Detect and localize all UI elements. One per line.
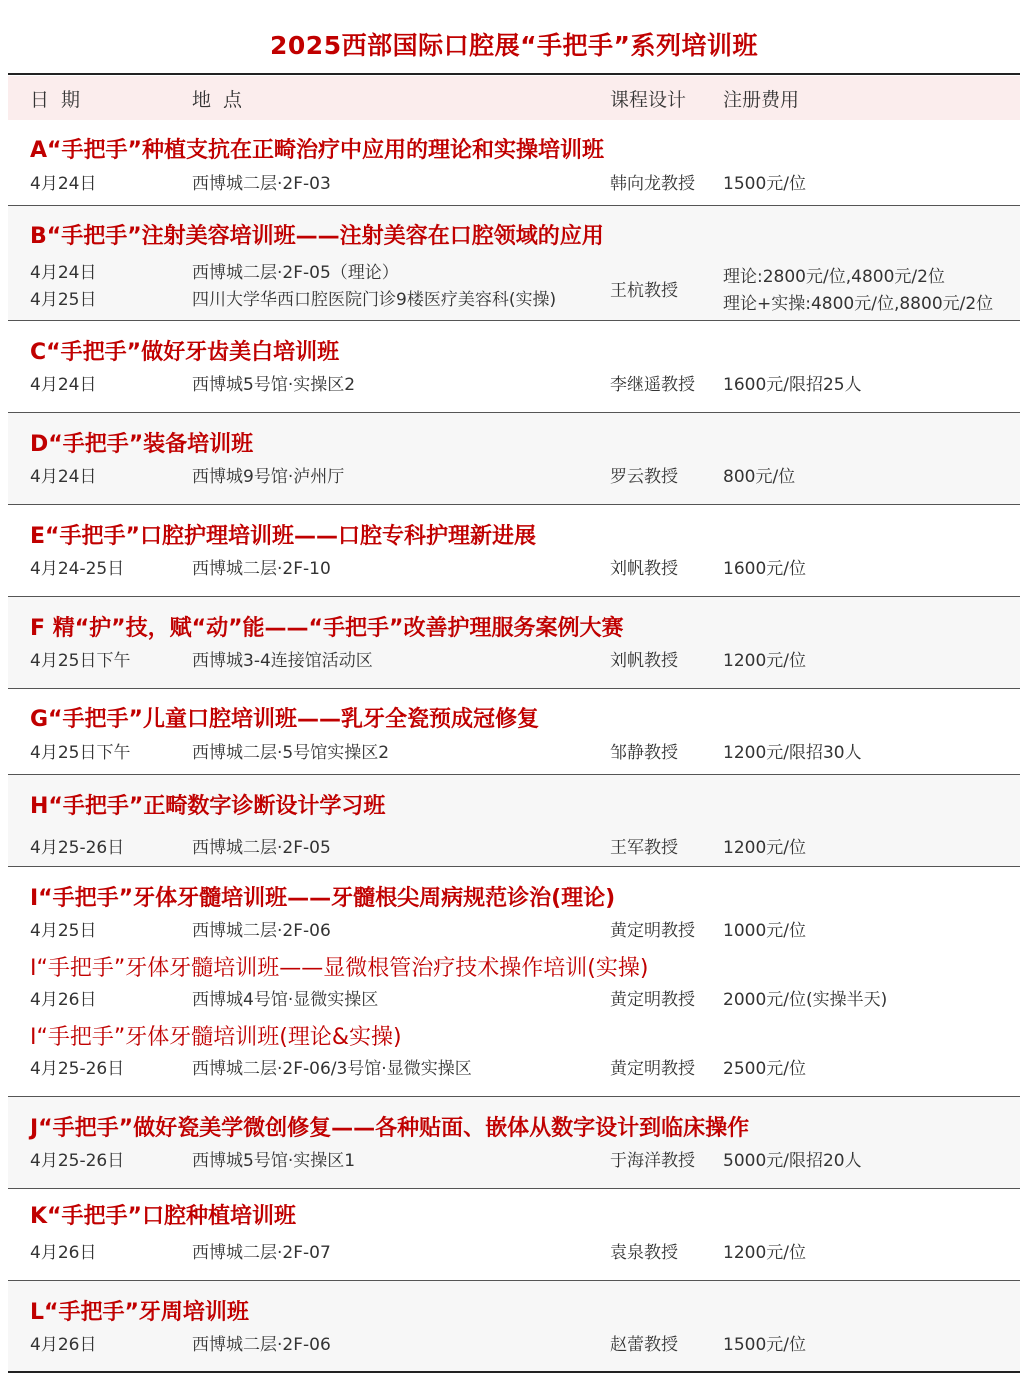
course-fee: 理论:2800元/位,4800元/2位 (723, 267, 945, 287)
course-fee: 1000元/位 (723, 921, 806, 941)
course-professor: 王杭教授 (610, 281, 678, 301)
course-title: K“手把手”口腔种植培训班 (30, 1204, 296, 1229)
course-location: 西博城3-4连接馆活动区 (192, 651, 373, 671)
course-location: 西博城二层·2F-07 (192, 1243, 331, 1263)
course-d (8, 413, 1020, 505)
course-fee: 5000元/限招20人 (723, 1151, 862, 1171)
course-fee: 1500元/位 (723, 1335, 806, 1355)
course-fee: 理论+实操:4800元/位,8800元/2位 (723, 294, 994, 314)
course-professor: 李继遥教授 (610, 375, 695, 395)
course-location: 西博城5号馆·实操区2 (192, 375, 356, 395)
bottom-rule (8, 1371, 1020, 1373)
course-b (8, 206, 1020, 321)
course-date: 4月25-26日 (30, 1151, 125, 1171)
course-location: 西博城二层·2F-06 (192, 921, 331, 941)
course-date: 4月25日下午 (30, 743, 131, 763)
course-l (8, 1281, 1020, 1371)
course-location: 西博城4号馆·显微实操区 (192, 990, 379, 1010)
course-professor: 袁泉教授 (610, 1243, 678, 1263)
course-fee: 1600元/限招25人 (723, 375, 862, 395)
course-location: 西博城二层·2F-06 (192, 1335, 331, 1355)
course-professor: 罗云教授 (610, 467, 678, 487)
course-fee: 1600元/位 (723, 559, 806, 579)
header-date: 日期 (30, 89, 93, 111)
course-i (8, 867, 1020, 1097)
course-e (8, 505, 1020, 597)
course-fee: 2500元/位 (723, 1059, 806, 1079)
course-date: 4月26日 (30, 1335, 97, 1355)
course-date: 4月24日 (30, 375, 97, 395)
course-title: C“手把手”做好牙齿美白培训班 (30, 340, 340, 365)
course-location: 西博城9号馆·泸州厅 (192, 467, 345, 487)
course-professor: 王军教授 (610, 838, 678, 858)
course-professor: 赵蕾教授 (610, 1335, 678, 1355)
course-fee: 1200元/位 (723, 651, 806, 671)
course-date: 4月24日 (30, 174, 97, 194)
course-date: 4月24-25日 (30, 559, 125, 579)
course-title: J“手把手”做好瓷美学微创修复——各种贴面、嵌体从数字设计到临床操作 (30, 1116, 750, 1141)
course-location: 西博城二层·2F-10 (192, 559, 331, 579)
course-date: 4月25-26日 (30, 1059, 125, 1079)
course-professor: 于海洋教授 (610, 1151, 695, 1171)
course-professor: 黄定明教授 (610, 921, 695, 941)
course-date: 4月24日 (30, 263, 97, 283)
course-fee: 1200元/位 (723, 1243, 806, 1263)
course-date: 4月26日 (30, 990, 97, 1010)
course-title: A“手把手”种植支抗在正畸治疗中应用的理论和实操培训班 (30, 138, 604, 163)
course-fee: 1200元/限招30人 (723, 743, 862, 763)
course-f (8, 597, 1020, 689)
course-professor: 刘帆教授 (610, 651, 678, 671)
course-subtitle: I“手把手”牙体牙髓培训班——显微根管治疗技术操作培训(实操) (30, 956, 649, 981)
header-design: 课程设计 (610, 89, 687, 111)
course-professor: 刘帆教授 (610, 559, 678, 579)
course-professor: 邹静教授 (610, 743, 678, 763)
course-j (8, 1097, 1020, 1189)
course-h (8, 775, 1020, 867)
course-title: H“手把手”正畸数字诊断设计学习班 (30, 794, 386, 819)
course-location: 西博城二层·2F-06/3号馆·显微实操区 (192, 1059, 472, 1079)
top-rule (8, 73, 1020, 75)
course-title: F 精“护”技，赋“动”能——“手把手”改善护理服务案例大赛 (30, 616, 624, 641)
course-date: 4月25-26日 (30, 838, 125, 858)
course-title: L“手把手”牙周培训班 (30, 1300, 249, 1325)
course-date: 4月26日 (30, 1243, 97, 1263)
course-location: 西博城二层·2F-05（理论） (192, 263, 399, 283)
course-subtitle: I“手把手”牙体牙髓培训班(理论&实操) (30, 1025, 402, 1050)
page-title: 2025西部国际口腔展“手把手”系列培训班 (270, 31, 758, 60)
course-title: E“手把手”口腔护理培训班——口腔专科护理新进展 (30, 524, 536, 549)
course-g (8, 689, 1020, 775)
course-professor: 韩向龙教授 (610, 174, 695, 194)
course-professor: 黄定明教授 (610, 1059, 695, 1079)
course-title: I“手把手”牙体牙髓培训班——牙髓根尖周病规范诊治(理论) (30, 886, 616, 911)
course-fee: 1500元/位 (723, 174, 806, 194)
header-fee: 注册费用 (723, 89, 800, 111)
course-title: G“手把手”儿童口腔培训班——乳牙全瓷预成冠修复 (30, 707, 539, 732)
course-date: 4月25日 (30, 290, 97, 310)
course-fee: 2000元/位(实操半天) (723, 990, 888, 1010)
course-title: B“手把手”注射美容培训班——注射美容在口腔领域的应用 (30, 224, 604, 249)
course-c (8, 321, 1020, 413)
header-location: 地点 (192, 89, 255, 111)
course-fee: 1200元/位 (723, 838, 806, 858)
course-a (8, 120, 1020, 206)
course-date: 4月25日下午 (30, 651, 131, 671)
course-location: 西博城二层·2F-05 (192, 838, 331, 858)
course-k (8, 1189, 1020, 1281)
course-location: 西博城5号馆·实操区1 (192, 1151, 356, 1171)
course-title: D“手把手”装备培训班 (30, 432, 254, 457)
table-header (8, 76, 1020, 120)
course-location: 西博城二层·5号馆实操区2 (192, 743, 390, 763)
course-date: 4月24日 (30, 467, 97, 487)
course-location: 四川大学华西口腔医院门诊9楼医疗美容科(实操) (192, 290, 557, 310)
course-location: 西博城二层·2F-03 (192, 174, 331, 194)
course-date: 4月25日 (30, 921, 97, 941)
course-fee: 800元/位 (723, 467, 796, 487)
course-professor: 黄定明教授 (610, 990, 695, 1010)
